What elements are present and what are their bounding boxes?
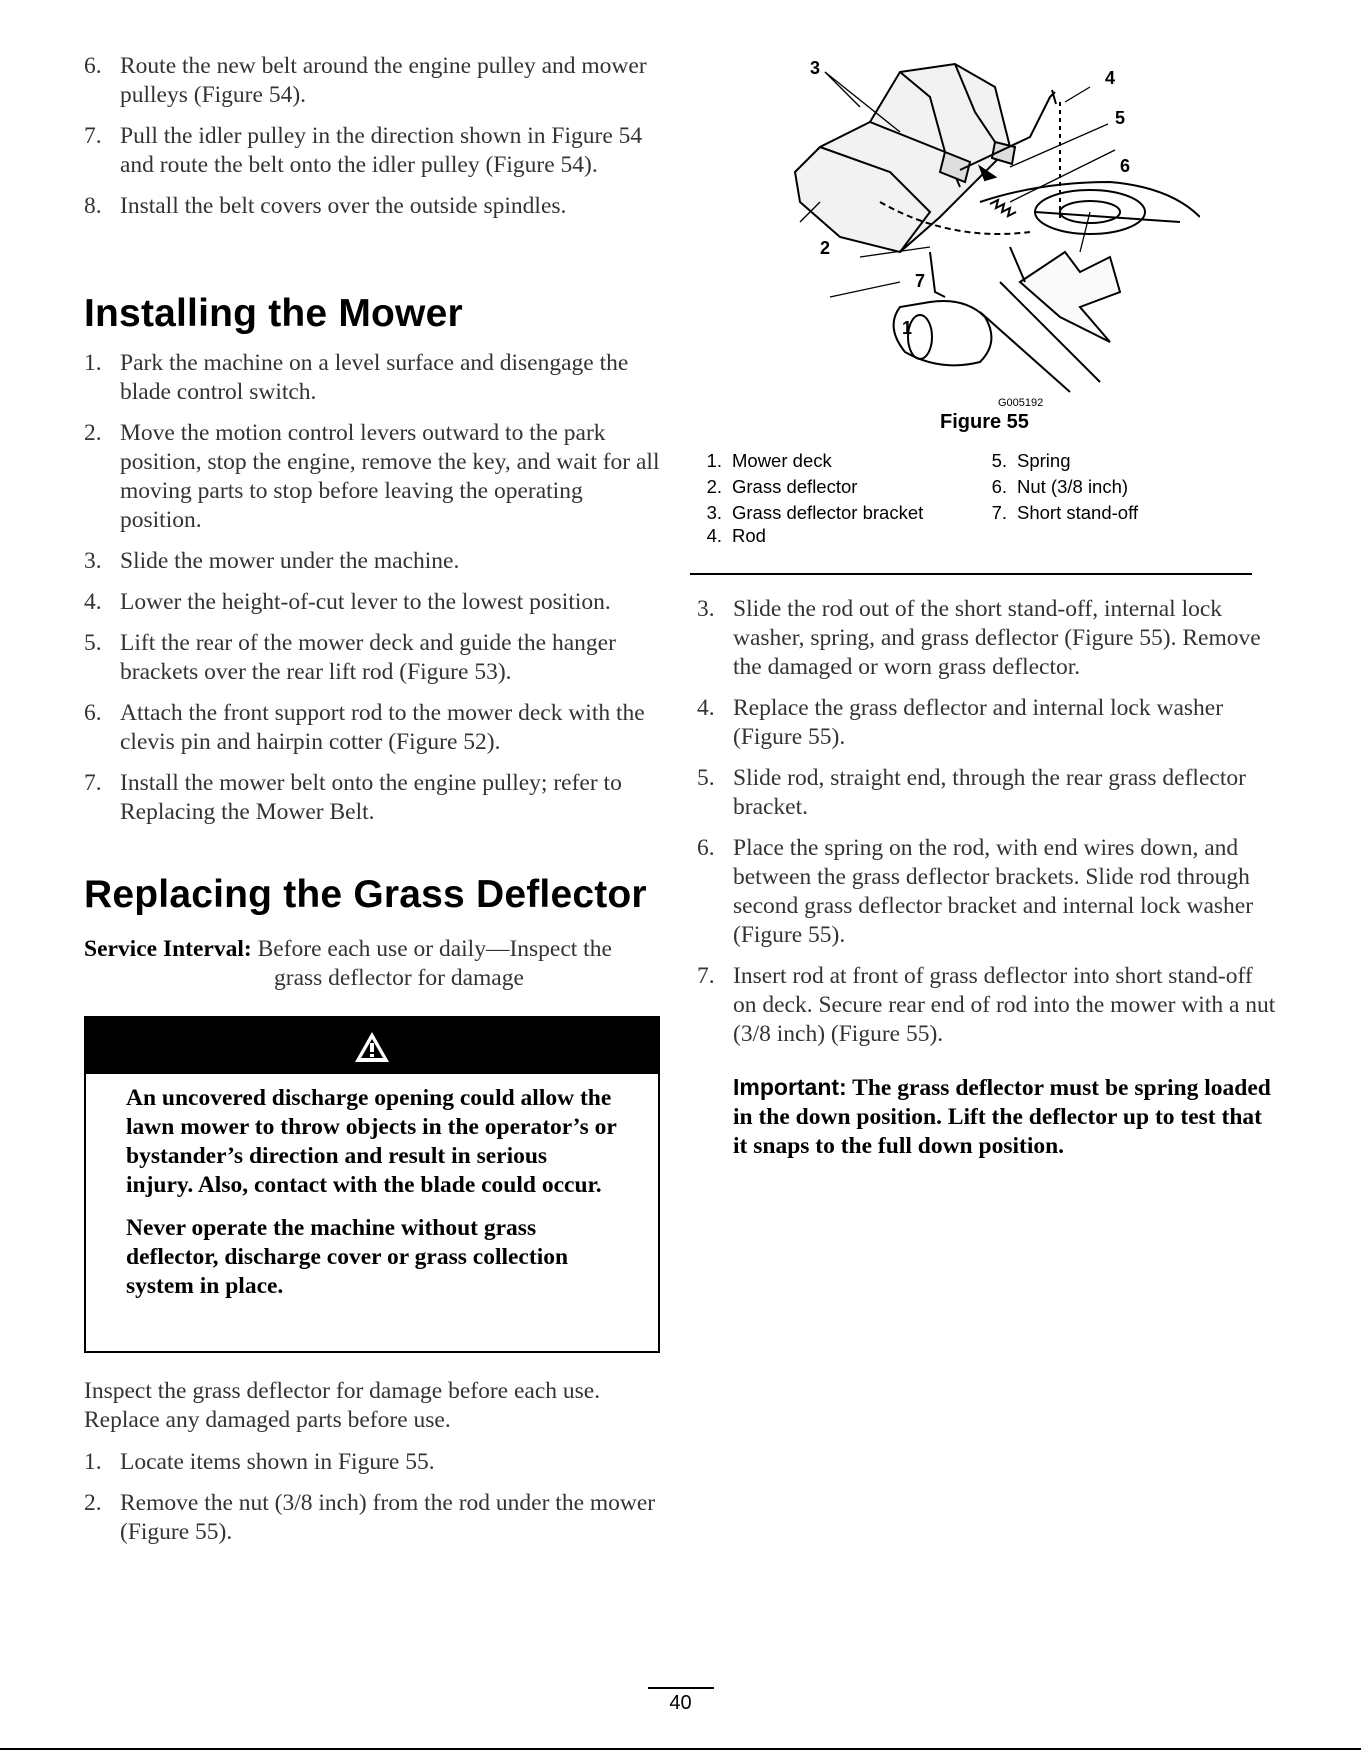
- callout-4: 4: [1105, 68, 1116, 88]
- service-interval-label: Service Interval:: [84, 936, 252, 962]
- install-step-3: 3. Slide the mower under the machine.: [84, 548, 460, 574]
- figure-divider: [690, 573, 1252, 575]
- bottom-edge-rule: [0, 1748, 1361, 1750]
- heading-installing-mower: Installing the Mower: [84, 292, 463, 335]
- important-label: Important:: [733, 1074, 847, 1100]
- deflector-step-2: 2. Remove the nut (3/8 inch) from the rod under the mower (Figure 55).: [84, 1490, 656, 1545]
- legend-item-3: 3. Grass deflector bracket: [706, 502, 924, 523]
- deflector-step-4: 4. Replace the grass deflector and internal lock washer (Figure 55).: [697, 695, 1224, 750]
- warning-box: [84, 1016, 660, 1353]
- warning-text-2: Never operate the machine without grass deflector, discharge cover or grass collection system in place.: [126, 1215, 569, 1299]
- heading-replacing-deflector: Replacing the Grass Deflector: [84, 873, 647, 916]
- inspect-intro: Inspect the grass deflector for damage before each use. Replace any damaged parts before use.: [84, 1378, 601, 1433]
- legend-item-5: 5. Spring: [991, 450, 1071, 471]
- legend-item-4: 4. Rod: [706, 525, 766, 546]
- warning-header-bar: [86, 1018, 658, 1074]
- important-note: Important: The grass deflector must be spring loaded in the down position. Lift the deflector up to test that it snaps to the full down position.: [733, 1074, 1271, 1159]
- legend-item-1: 1. Mower deck: [706, 450, 832, 471]
- deflector-step-7: 7. Insert rod at front of grass deflector into short stand-off on deck. Secure rear end of rod into the mower with a nut (3/8 inch) (Figure 55).: [697, 963, 1276, 1047]
- install-step-7: 7. Install the mower belt onto the engine pulley; refer to Replacing the Mower Belt.: [84, 770, 622, 825]
- step-8-belt-covers: 8. Install the belt covers over the outside spindles.: [84, 193, 567, 219]
- callout-1: 1: [902, 318, 913, 338]
- deflector-step-6: 6. Place the spring on the rod, with end wires down, and between the grass deflector brackets. Slide rod through second grass deflector bracket and internal lock washer (Figure 55).: [697, 835, 1254, 948]
- service-interval: Service Interval: Before each use or daily—Inspect the grass deflector for damage: [84, 936, 612, 991]
- deflector-step-1: 1. Locate items shown in Figure 55.: [84, 1449, 435, 1475]
- install-step-5: 5. Lift the rear of the mower deck and guide the hanger brackets over the rear lift rod (Figure 53).: [84, 630, 616, 685]
- step-6-route-belt: 6. Route the new belt around the engine pulley and mower pulleys (Figure 54).: [84, 53, 647, 108]
- warning-triangle-icon: [353, 1030, 391, 1064]
- deflector-step-5: 5. Slide rod, straight end, through the rear grass deflector bracket.: [697, 765, 1246, 820]
- callout-5: 5: [1115, 108, 1126, 128]
- install-step-4: 4. Lower the height-of-cut lever to the lowest position.: [84, 589, 611, 615]
- warning-text-1: An uncovered discharge opening could allow the lawn mower to throw objects in the operator’s or bystander’s direction and result in serious injury. Also, contact with the blade could occur.: [126, 1085, 617, 1198]
- page-number: 40: [669, 1692, 692, 1714]
- figure-code: G005192: [998, 397, 1044, 409]
- install-step-6: 6. Attach the front support rod to the mower deck with the clevis pin and hairpin cotter (Figure 52).: [84, 700, 645, 755]
- callout-6: 6: [1120, 156, 1131, 176]
- legend-item-2: 2. Grass deflector: [706, 476, 858, 497]
- callout-3: 3: [810, 58, 821, 78]
- legend-item-7: 7. Short stand-off: [991, 502, 1139, 523]
- callout-2: 2: [820, 238, 831, 258]
- page-number-rule: [648, 1687, 714, 1689]
- step-7-idler-pulley: 7. Pull the idler pulley in the direction shown in Figure 54 and route the belt onto the idler pulley (Figure 54).: [84, 123, 643, 178]
- figure-caption: Figure 55: [940, 411, 1029, 433]
- legend-item-6: 6. Nut (3/8 inch): [991, 476, 1129, 497]
- grass-deflector-diagram: [780, 52, 1200, 412]
- callout-7: 7: [915, 271, 926, 291]
- install-step-1: 1. Park the machine on a level surface and disengage the blade control switch.: [84, 350, 629, 405]
- deflector-step-3: 3. Slide the rod out of the short stand-off, internal lock washer, spring, and grass deflector (Figure 55). Remove the damaged or worn grass deflector.: [697, 596, 1261, 680]
- install-step-2: 2. Move the motion control levers outward to the park position, stop the engine, remove the key, and wait for all moving parts to stop before leaving the operating position.: [84, 420, 660, 533]
